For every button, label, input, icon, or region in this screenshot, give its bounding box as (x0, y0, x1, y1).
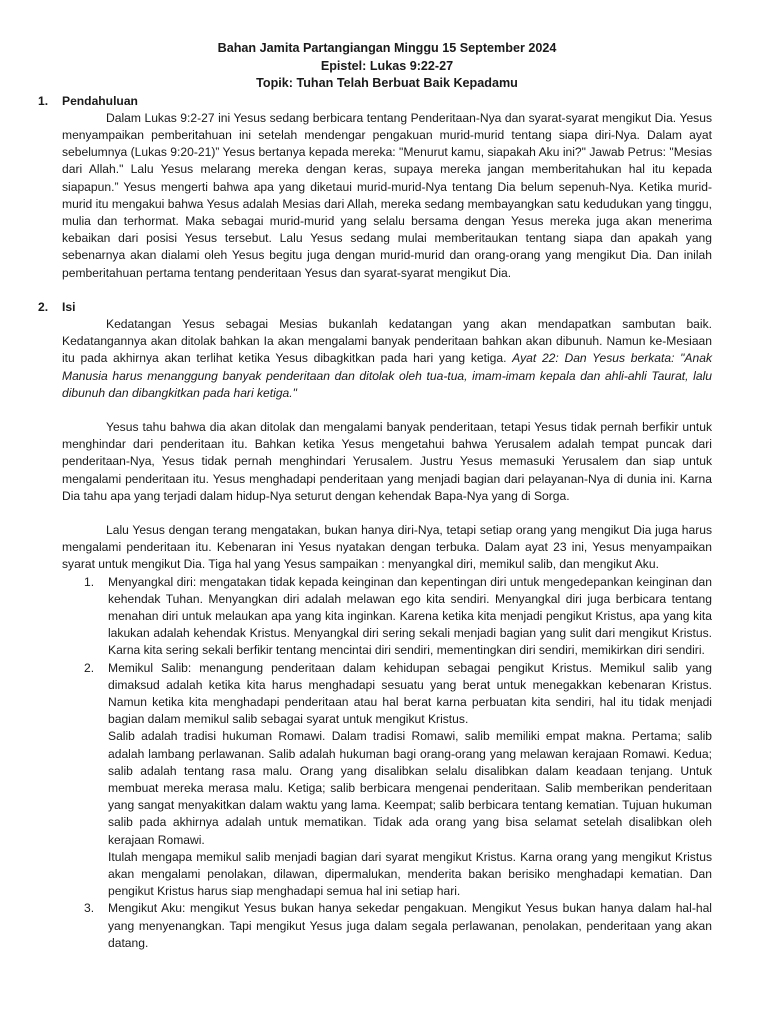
paragraph: Yesus tahu bahwa dia akan ditolak dan mengalami banyak penderitaan, tetapi Yesus tidak pernah berfikir untuk menghindar dari penderitaan itu. Bahkan ketika Yesus mengetahui bahwa Yerusalem adalah tempat puncak dari penderitaan-Nya, Yesus tidak pernah menghindari Yerusalem. Justru Yesus memasuki Yerusalem dan siap untuk mengalami penderitaan itu. Yesus menghadapi penderitaan yang menjadi bagian dari pelayanan-Nya di dunia ini. Karna Dia tahu apa yang terjadi dalam hidup-Nya seturut dengan kehendak Bapa-Nya yang di Sorga. (62, 419, 712, 503)
section-pendahuluan (38, 93, 712, 282)
list-item-number: 1. (84, 574, 95, 589)
paragraph (62, 316, 712, 402)
document-title-line-1: Bahan Jamita Partangiangan Minggu 15 September 2024 (217, 41, 557, 55)
section-heading (38, 299, 712, 316)
list-item (62, 660, 712, 901)
document-title-line-2: Epistel: Lukas 9:22-27 (320, 58, 454, 73)
requirements-list (62, 574, 712, 952)
section-title: Isi (62, 299, 76, 314)
list-item-number: 2. (84, 660, 95, 675)
list-item-text: Salib adalah tradisi hukuman Romawi. Dalam tradisi Romawi, salib memiliki empat makna. Pertama; salib adalah lambang perlawanan. Salib adalah hukuman bagi orang-orang yang melawan kerajaan Romawi. Kedua; salib adalah tentang rasa malu. Orang yang disalibkan selalu disalibkan dalam keadaan tenjang. Untuk membuat mereka merasa malu. Ketiga; salib berbicara mengenai penderitaan. Salib memberikan penderitaan yang sangat menyakitkan dalam waktu yang lama. Keempat; salib berbicara tentang kematian. Tujuan hukuman salib pada akhirnya adalah untuk mematikan. Tidak ada orang yang bisa selamat setelah disalibkan oleh kerajaan Romawi. (108, 729, 712, 847)
list-item (62, 900, 712, 952)
list-item-text: Menyangkal diri: mengatakan tidak kepada keinginan dan kepentingan diri untuk mengedepankan keinginan dan kehendak Tuhan. Menyangkan diri adalah melawan ego kita sendiri. Menyangkal diri juga berbicara tentang menahan diri untuk melaukan apa yang kita inginkan. Karena ketika kita menjadi pengikut Kristus, apa yang kita lakukan adalah kehendak Kristus. Menyangkal diri sering sekali menjadi bagian yang sulit dari mengikut Kristus. Karna kita sering sekali berfikir tentang mencintai diri sendiri, mementingkan diri sendiri, memikirkan diri sendiri. (108, 574, 712, 658)
list-item-number: 3. (84, 901, 95, 916)
list-item-text: Mengikut Aku: mengikut Yesus bukan hanya sekedar pengakuan. Mengikut Yesus bukan hanya dalam hal-hal yang menyenangkan. Tapi mengikut Yesus juga dalam segala perlawanan, penolakan, penderitaan yang akan datang. (108, 901, 712, 950)
document-page (38, 40, 712, 952)
section-heading (38, 93, 712, 110)
section-title: Pendahuluan (62, 93, 138, 108)
paragraph-text: Kedatangan Yesus sebagai Mesias bukanlah kedatangan yang akan mendapatkan sambutan baik. Kedatangannya akan ditolak bahkan Ia akan mengalami banyak penderitaan bahkan akan dibunuh. Namun ke-Mesiaan itu pada akhirnya akan terlihat ketika Yesus dibagkitkan pada hari yang ketiga. (62, 316, 712, 366)
paragraph: Dalam Lukas 9:2-27 ini Yesus sedang berbicara tentang Penderitaan-Nya dan syarat-syarat mengikut Dia. Yesus menyampaikan pemberitahuan ini setelah mendengar pengakuan murid-murid tentang siapa diri-Nya. Dalam ayat sebelumnya (Lukas 9:20-21)” Yesus bertanya kepada mereka: "Menurut kamu, siapakah Aku ini?" Jawab Petrus: "Mesias dari Allah." Lalu Yesus melarang mereka dengan keras, supaya mereka jangan memberitahukan hal itu kepada siapapun.” Yesus mengerti bahwa apa yang diketaui murid-murid-Nya tentang Dia belum sepenuh-Nya. Ketika murid-murid itu mengakui bahwa Yesus adalah Mesias dari Allah, mereka sedang membayangkan satu kedudukan yang tinggu, mulia dan terhormat. Maka sebagai murid-murid yang selalu bersama dengan Yesus mereka juga akan menerima kebaikan dari posisi Yesus tersebut. Lalu Yesus sedang mulai memberitaukan tentang siapa dan apakah yang sebenarnya akan dialami oleh Yesus begitu juga dengan murid-murid dan orang-orang yang mengikut Dia. Dan inilah pemberitahuan pertama tentang penderitaan Yesus dan syarat-syarat mengikut Dia. (62, 110, 712, 280)
list-item (62, 574, 712, 660)
scripture-quote: Ayat 22: Dan Yesus berkata: "Anak Manusia harus menanggung banyak penderitaan dan ditolak oleh tua-tua, imam-imam kepala dan ahli-ahli Taurat, lalu dibunuh dan dibangkitkan pada hari ketiga." (62, 351, 712, 400)
section-number: 1. (38, 93, 49, 108)
section-isi (38, 299, 712, 952)
section-number: 2. (38, 299, 49, 314)
list-item-text: Memikul Salib: menangung penderitaan dalam kehidupan sebagai pengikut Kristus. Memikul salib yang dimaksud adalah ketika kita harus menghadapi sesuatu yang berat untuk menegakkan kebenaran Kristus. Namun ketika kita menghadapi penderitaan atau hal berat karna perbuatan kita sendiri, hal itu tidak menjadi bagian dalam memikul salib sebagai syarat untuk mengikut Kristus. (108, 660, 712, 727)
document-title-line-3: Topik: Tuhan Telah Berbuat Baik Kepadamu (256, 76, 518, 90)
paragraph: Lalu Yesus dengan terang mengatakan, bukan hanya diri-Nya, tetapi setiap orang yang mengikut Dia juga harus mengalami penderitaan itu. Kebenaran ini Yesus nyatakan dengan terbuka. Dalam ayat 23 ini, Yesus menyampaikan syarat untuk mengikut Dia. Tiga hal yang Yesus sampaikan : menyangkal diri, memikul salib, dan mengikut Aku. (62, 522, 712, 572)
list-item-text: Itulah mengapa memikul salib menjadi bagian dari syarat mengikut Kristus. Karna orang yang mengikut Kristus akan mengalami penolakan, dilawan, dipermalukan, menderita bakan berisiko menghadapi kematian. Dan pengikut Kristus harus siap menghadapi semua hal ini setiap hari. (108, 849, 712, 899)
